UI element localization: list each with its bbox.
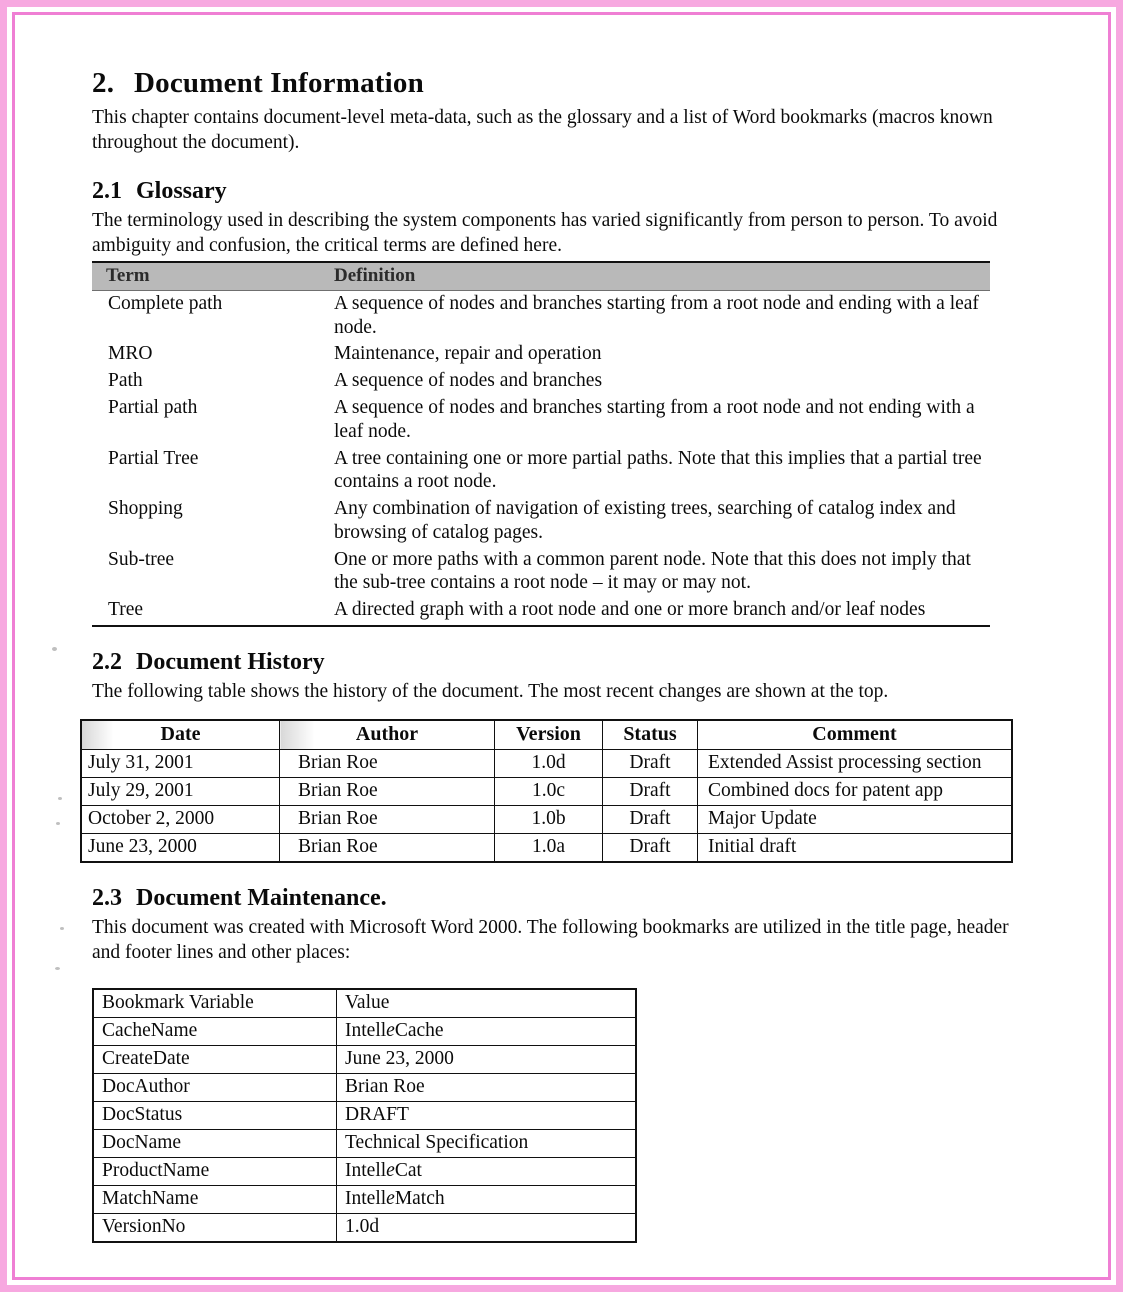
bookmark-value: 1.0d — [337, 1213, 637, 1242]
bookmark-value: Brian Roe — [337, 1073, 637, 1101]
glossary-term: Sub-tree — [108, 548, 175, 570]
history-status: Draft — [603, 777, 698, 805]
history-intro: The following table shows the history of the document. The most recent changes are shown at the top. — [92, 680, 889, 702]
glossary-table-head — [92, 262, 990, 291]
history-date: July 29, 2001 — [81, 777, 280, 805]
bookmark-header-value: Value — [337, 989, 637, 1018]
table-row — [92, 446, 990, 497]
history-author: Brian Roe — [280, 777, 495, 805]
scan-speck — [56, 822, 60, 825]
glossary-term: MRO — [108, 343, 153, 365]
bookmark-value: IntelleMatch — [337, 1185, 637, 1213]
history-table-body — [81, 749, 1012, 862]
chapter-title: Document Information — [134, 67, 424, 99]
history-section-title: Document History — [136, 648, 325, 675]
history-author: Brian Roe — [280, 833, 495, 862]
bookmark-value: June 23, 2000 — [337, 1045, 637, 1073]
bookmark-table-body — [93, 1017, 636, 1242]
history-header-date: Date — [81, 720, 280, 750]
bookmark-value: DRAFT — [337, 1101, 637, 1129]
history-version: 1.0d — [495, 749, 603, 777]
glossary-definition: A sequence of nodes and branches — [334, 370, 603, 392]
scan-speck — [60, 927, 64, 930]
table-header-row — [81, 720, 1012, 750]
table-row — [92, 547, 990, 598]
glossary-intro: The terminology used in describing the system components has varied significantly from person to person. To avoid ambiguity and confusion, the critical terms are defined here. — [92, 209, 998, 256]
glossary-definition: Any combination of navigation of existing trees, searching of catalog index and browsing of catalog pages. — [334, 498, 956, 543]
glossary-definition: A sequence of nodes and branches starting from a root node and ending with a leaf node. — [334, 292, 979, 338]
history-comment: Extended Assist processing section — [698, 749, 1013, 777]
table-row — [92, 368, 990, 395]
history-version: 1.0b — [495, 805, 603, 833]
document-history-table — [80, 719, 1013, 863]
glossary-table-body — [92, 290, 990, 626]
history-date: July 31, 2001 — [81, 749, 280, 777]
bookmark-variable: ProductName — [93, 1157, 337, 1185]
table-row — [93, 1101, 636, 1129]
history-author: Brian Roe — [280, 805, 495, 833]
glossary-table — [92, 261, 990, 627]
glossary-section-number: 2.1 — [92, 177, 122, 204]
glossary-definition: A tree containing one or more partial paths. Note that this implies that a partial tree contains a root node. — [334, 447, 982, 493]
table-row — [81, 805, 1012, 833]
history-header-version: Version — [495, 720, 603, 750]
history-header-status: Status — [603, 720, 698, 750]
table-header-row — [92, 262, 990, 291]
section-heading-history — [92, 649, 1022, 676]
table-row — [93, 1129, 636, 1157]
maintenance-section-number: 2.3 — [92, 884, 122, 911]
history-status: Draft — [603, 749, 698, 777]
table-row — [81, 749, 1012, 777]
table-row — [92, 341, 990, 368]
history-comment: Major Update — [698, 805, 1013, 833]
history-section-number: 2.2 — [92, 648, 122, 675]
history-version: 1.0a — [495, 833, 603, 862]
bookmark-variable: VersionNo — [93, 1213, 337, 1242]
history-header-comment: Comment — [698, 720, 1013, 750]
history-status: Draft — [603, 805, 698, 833]
history-comment: Combined docs for patent app — [698, 777, 1013, 805]
glossary-term: Path — [108, 370, 143, 392]
table-row — [81, 833, 1012, 862]
glossary-term: Partial path — [108, 396, 198, 418]
table-row — [93, 1073, 636, 1101]
table-header-row — [93, 989, 636, 1018]
bookmark-value: IntelleCat — [337, 1157, 637, 1185]
bookmark-variables-table — [92, 988, 637, 1243]
page-paper — [22, 22, 1101, 1270]
table-row — [92, 290, 990, 341]
table-row — [81, 777, 1012, 805]
chapter-intro: This chapter contains document-level meta-data, such as the glossary and a list of Word bookmarks (macros known throughout the document). — [92, 107, 993, 153]
bookmark-variable: DocStatus — [93, 1101, 337, 1129]
table-row — [93, 1017, 636, 1045]
table-row — [93, 1185, 636, 1213]
page-title — [92, 67, 1022, 100]
bookmark-value: IntelleCache — [337, 1017, 637, 1045]
bookmark-value: Technical Specification — [337, 1129, 637, 1157]
glossary-definition: A sequence of nodes and branches starting from a root node and not ending with a leaf node. — [334, 396, 975, 442]
section-heading-glossary — [92, 178, 1022, 205]
section-heading-maintenance — [92, 885, 1022, 912]
maintenance-section-title: Document Maintenance. — [136, 884, 387, 911]
scan-speck — [52, 647, 57, 651]
bookmark-table-head — [93, 989, 636, 1018]
glossary-term: Complete path — [108, 292, 223, 314]
history-author: Brian Roe — [280, 749, 495, 777]
bookmark-header-variable: Bookmark Variable — [93, 989, 337, 1018]
history-status: Draft — [603, 833, 698, 862]
glossary-definition: A directed graph with a root node and one or more branch and/or leaf nodes — [334, 599, 926, 621]
glossary-section-title: Glossary — [136, 177, 227, 204]
table-row — [93, 1213, 636, 1242]
bookmark-variable: DocName — [93, 1129, 337, 1157]
table-row — [92, 395, 990, 446]
glossary-term: Shopping — [108, 498, 183, 520]
scan-speck — [55, 967, 60, 970]
table-row — [92, 597, 990, 626]
scan-speck — [58, 797, 62, 800]
glossary-definition: One or more paths with a common parent node. Note that this does not imply that the sub-tree contains a root node – it may or may not. — [334, 548, 971, 594]
bookmark-variable: CacheName — [93, 1017, 337, 1045]
history-table-head — [81, 720, 1012, 750]
history-date: June 23, 2000 — [81, 833, 280, 862]
bookmark-variable: CreateDate — [93, 1045, 337, 1073]
chapter-number: 2. — [92, 67, 115, 99]
glossary-term: Tree — [108, 599, 144, 621]
glossary-header-term: Term — [92, 262, 324, 291]
glossary-term: Partial Tree — [108, 447, 199, 469]
history-header-author: Author — [280, 720, 495, 750]
bookmark-variable: MatchName — [93, 1185, 337, 1213]
glossary-definition: Maintenance, repair and operation — [334, 343, 602, 365]
history-version: 1.0c — [495, 777, 603, 805]
document-content — [88, 67, 1022, 1243]
table-row — [92, 496, 990, 547]
table-row — [93, 1157, 636, 1185]
table-row — [93, 1045, 636, 1073]
glossary-header-definition: Definition — [324, 262, 990, 291]
maintenance-intro: This document was created with Microsoft Word 2000. The following bookmarks are utilized in the title page, header and footer lines and other places: — [92, 916, 1009, 963]
history-comment: Initial draft — [698, 833, 1013, 862]
history-date: October 2, 2000 — [81, 805, 280, 833]
bookmark-variable: DocAuthor — [93, 1073, 337, 1101]
